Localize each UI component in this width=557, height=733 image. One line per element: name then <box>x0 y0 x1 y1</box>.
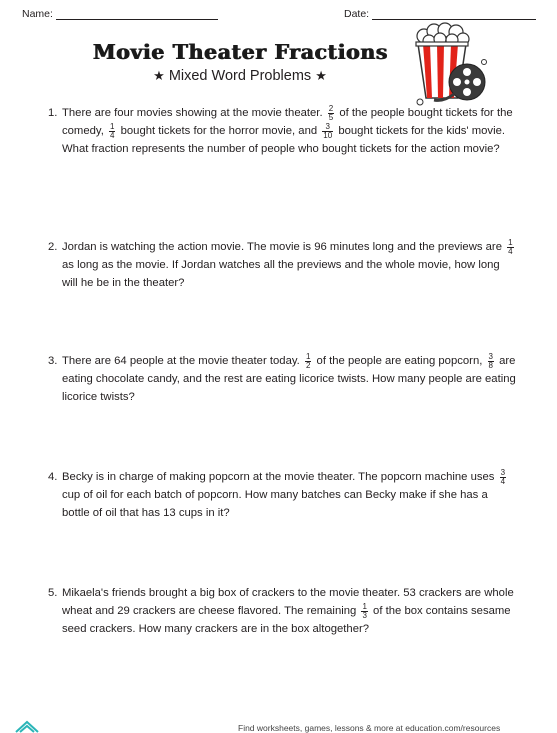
date-line <box>372 8 536 20</box>
fraction: $\frac{3}{10}$ <box>323 121 333 140</box>
question-text: of the people bought tickets for the comedy, <box>62 107 513 137</box>
date-field <box>344 8 536 20</box>
question-number: 1. <box>48 107 58 119</box>
star-icon: ★ <box>315 68 327 83</box>
question-text: as long as the movie. If Jordan watches all the previews and the whole movie, how long will he be in the theater? <box>62 259 500 289</box>
name-label: Name: <box>22 8 53 20</box>
fraction: $\frac{1}{4}$ <box>110 121 115 140</box>
fraction: $\frac{1}{2}$ <box>305 351 311 370</box>
question-3 <box>48 352 518 406</box>
question-4 <box>48 468 518 522</box>
footer-text[interactable]: Find worksheets, games, lessons & more at education.com/resources <box>238 723 501 733</box>
question-number: 5. <box>48 587 58 599</box>
question-number: 2. <box>48 241 58 253</box>
question-number: 4. <box>48 471 58 483</box>
worksheet-title: Movie Theater Fractions <box>92 40 388 64</box>
fraction: $\frac{2}{5}$ <box>328 103 334 122</box>
question-text: of the people are eating popcorn, <box>316 355 483 367</box>
question-text: bought tickets for the kids' movie. What fraction represents the number of people who bought tickets for the action movie? <box>62 125 505 155</box>
name-line <box>56 8 218 20</box>
fraction: $\frac{1}{3}$ <box>362 601 367 620</box>
fraction: $\frac{3}{4}$ <box>500 467 506 486</box>
name-field <box>22 8 218 20</box>
fraction: $\frac{3}{8}$ <box>488 351 493 370</box>
question-text: There are four movies showing at the movie theater. <box>62 107 323 119</box>
question-text: There are 64 people at the movie theater today. <box>62 355 300 367</box>
question-1 <box>48 104 518 158</box>
question-text: Jordan is watching the action movie. The movie is 96 minutes long and the previews are <box>62 241 502 253</box>
question-number: 3. <box>48 355 58 367</box>
question-text: Mikaela's friends brought a big box of crackers to the movie theater. 53 crackers are whole wheat and 29 crackers are cheese flavored. The remaining <box>62 587 514 617</box>
question-text: are eating chocolate candy, and the rest are eating licorice twists. How many people are eating licorice twists? <box>62 355 516 403</box>
question-text: of the box contains sesame seed crackers. How many crackers are in the box altogether? <box>62 605 511 635</box>
question-2 <box>48 238 518 292</box>
question-text: cup of oil for each batch of popcorn. How many batches can Becky make if she has a bottle of oil that has 13 cups in it? <box>62 489 488 519</box>
date-label: Date: <box>344 8 370 20</box>
question-text: bought tickets for the horror movie, and <box>120 125 318 137</box>
fraction: $\frac{1}{4}$ <box>508 237 513 256</box>
question-text: Becky is in charge of making popcorn at the movie theater. The popcorn machine uses <box>62 471 495 483</box>
worksheet-subtitle <box>0 68 480 84</box>
question-5 <box>48 584 518 638</box>
popcorn-illustration <box>410 22 490 106</box>
subtitle-text: Mixed Word Problems <box>168 68 312 84</box>
star-icon: ★ <box>153 68 165 83</box>
